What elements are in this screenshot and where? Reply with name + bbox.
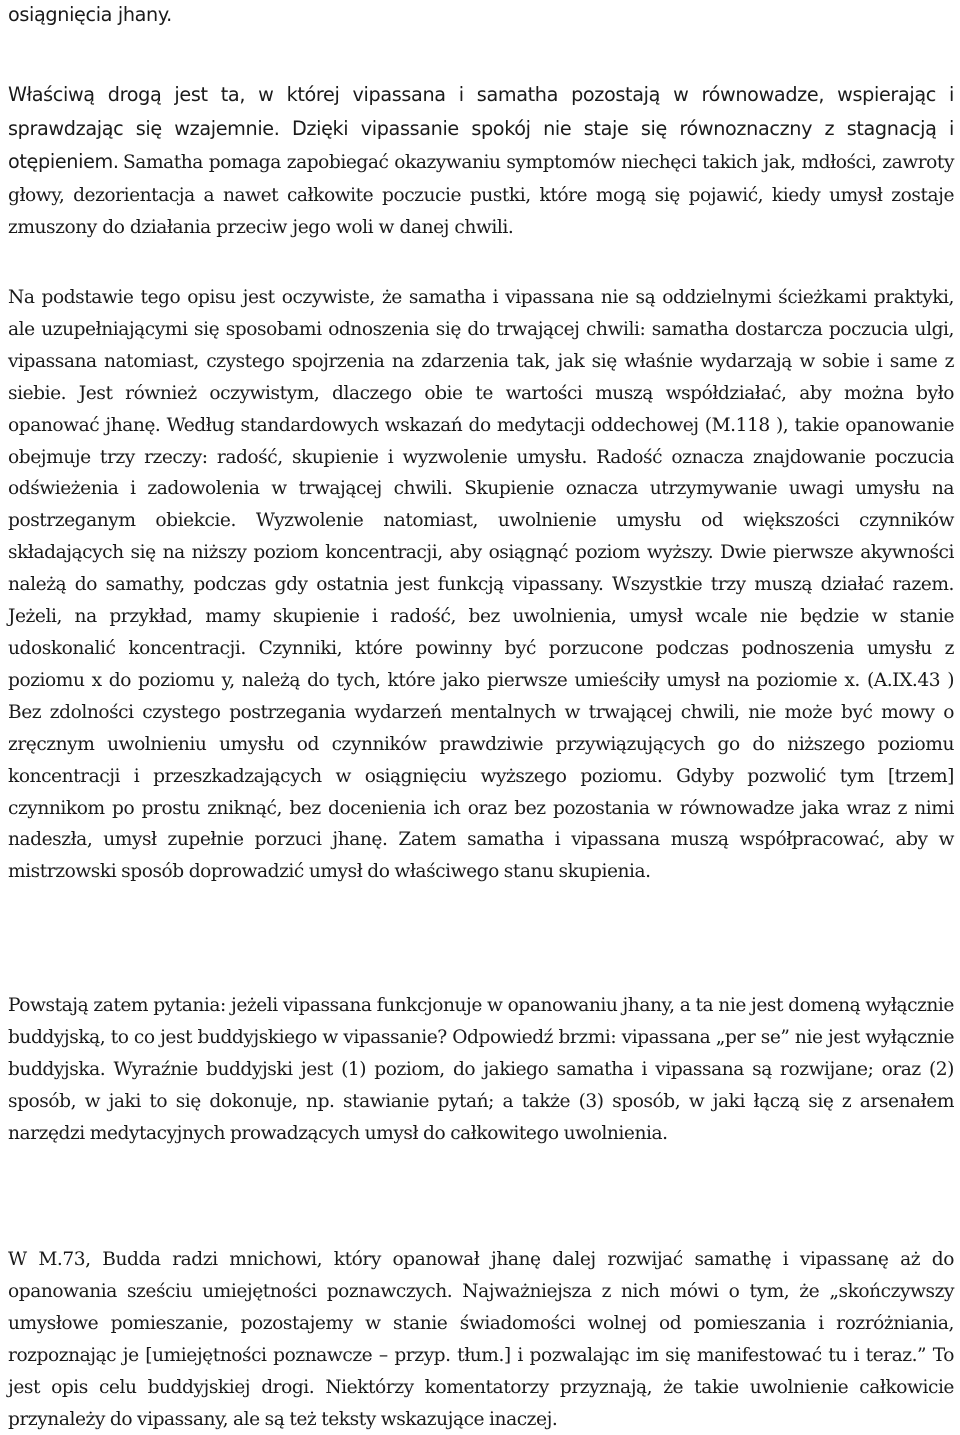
paragraph-balance: [8, 79, 954, 245]
paragraph-m73: W M.73, Budda radzi mnichowi, który opanował jhanę dalej rozwijać samathę i vipassanę aż do opanowania sześciu umiejętności poznawczych. Najważniejsza z nich mówi o tym, że „skończywszy umysłowe pomieszanie, pozostajemy w stanie świadomości wolnej od pomieszania i rozróżniania, rozpoznając je [umiejętności poznawcze – przyp. tłum.] i pozwalając im się manifestować tu i teraz.” To jest opis celu buddyjskiej drogi. Niektórzy komentatorzy przyznają, że takie uwolnienie całkowicie przynależy do vipassany, ale są też teksty wskazujące inaczej.: [8, 1249, 954, 1430]
paragraph-balance-serif: Samatha pomaga zapobiegać okazywaniu symptomów niechęci takich jak, mdłości, zawroty głowy, dezorientacja a nawet całkowite poczucie pustki, które mogą się pojawić, kiedy umysł zostaje zmuszony do działania przeciw jego woli w danej chwili.: [8, 152, 955, 239]
paragraph-balance-sans: Właściwą drogą jest ta, w której vipassana i samatha pozostają w równowadze, wspierając i sprawdzając się wzajemnie. Dzięki vipassanie spokój nie staje się równoznaczny z stagnacją i otępieniem.: [8, 83, 954, 174]
paragraph-complementary-practices: Na podstawie tego opisu jest oczywiste, że samatha i vipassana nie są oddzielnymi ścieżkami praktyki, ale uzupełniającymi się sposobami odnoszenia się do trwającej chwili: samatha dostarcza poczucia ulgi, vipassana natomiast, czystego spojrzenia na zdarzenia tak, jak się właśnie wydarzają w sobie i same z siebie. Jest również oczywistym, dlaczego obie te wartości muszą współdziałać, aby można było opanować jhanę. Według standardowych wskazań do medytacji oddechowej (M.118 ), takie opanowanie obejmuje trzy rzeczy: radość, skupienie i wyzwolenie umysłu. Radość oznacza znajdowanie poczucia odświeżenia i zadowolenia w trwającej chwili. Skupienie oznacza utrzymywanie uwagi umysłu na postrzeganym obiekcie. Wyzwolenie natomiast, uwolnienie umysłu od większości czynników składających się na niższy poziom koncentracji, aby osiągnąć poziom wyższy. Dwie pierwsze akywności należą do samathy, podczas gdy ostatnia jest funkcją vipassany. Wszystkie trzy muszą działać razem. Jeżeli, na przykład, mamy skupienie i radość, bez uwolnienia, umysł wcale nie będzie w stanie udoskonalić koncentracji. Czynniki, które powinny być porzucone podczas podnoszenia umysłu z poziomu x do poziomu y, należą do tych, które jako pierwsze umieściły umysł na poziomie x. (A.IX.43 ) Bez zdolności czystego postrzegania wydarzeń mentalnych w trwającej chwili, nie może być mowy o zręcznym uwolnieniu umysłu od czynników prawdziwie przywiązujących go do niższego poziomu koncentracji i przeszkadzających w osiągnięciu wyższego poziomu. Gdyby pozwolić tym [trzem] czynnikom po prostu zniknąć, bez docenienia ich oraz bez pozostania w równowadze jaka wraz z nimi nadeszła, umysł zupełnie porzuci jhanę. Zatem samatha i vipassana muszą współpracować, aby w mistrzowski sposób doprowadzić umysł do właściwego stanu skupienia.: [8, 287, 954, 883]
fragment-line: osiągnięcia jhany.: [8, 3, 172, 26]
paragraph-buddhist-vipassana: Powstają zatem pytania: jeżeli vipassana funkcjonuje w opanowaniu jhany, a ta nie jest domeną wyłącznie buddyjską, to co jest buddyjskiego w vipassanie? Odpowiedź brzmi: vipassana „per se” nie jest wyłącznie buddyjska. Wyraźnie buddyjski jest (1) poziom, do jakiego samatha i vipassana są rozwijane; oraz (2) sposób, w jaki to się dokonuje, np. stawianie pytań; a także (3) sposób, w jaki łączą się z arsenałem narzędzi medytacyjnych prowadzących umysł do całkowitego uwolnienia.: [8, 995, 954, 1144]
